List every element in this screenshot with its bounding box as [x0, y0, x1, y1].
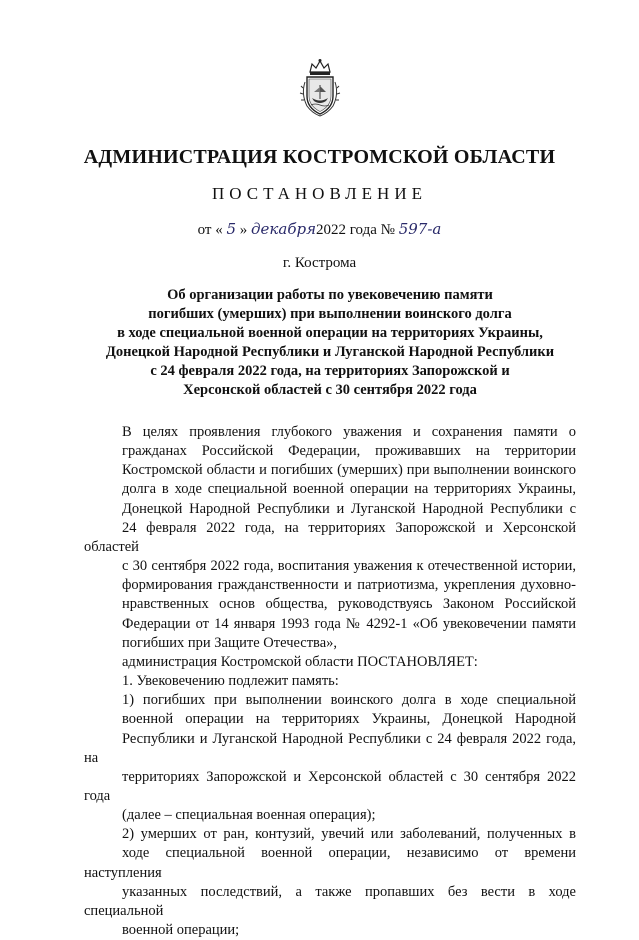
text-line: В целях проявления глубокого уважения и сохранения памяти о — [122, 424, 576, 440]
subject-line: в ходе специальной военной операции на территориях Украины, — [117, 325, 543, 341]
subject-line: с 24 февраля 2022 года, на территориях Запорожской и — [150, 363, 510, 379]
text-line: Донецкой Народной Республики и Луганской Народной Республики с — [122, 500, 576, 517]
text-line: гражданах Российской Федерации, проживавших на территории — [122, 443, 576, 460]
text-line: военной операции; — [122, 922, 240, 939]
paragraph-preamble — [84, 423, 576, 653]
text-line: погибших при Защите Отечества», — [122, 634, 338, 651]
date-mid: » — [239, 222, 248, 238]
date-month-handwritten: декабря — [251, 220, 317, 238]
text-line: 1) погибших при выполнении воинского долга в ходе специальной — [122, 692, 576, 709]
document-subject — [90, 286, 570, 400]
paragraph-resolves — [84, 653, 576, 672]
text-line: 24 февраля 2022 года, на территориях Запорожской и Херсонской областей — [84, 519, 576, 555]
date-year: 2022 года № — [316, 222, 395, 238]
text-line: с 30 сентября 2022 года, воспитания уважения к отечественной истории, — [122, 558, 576, 575]
text-line: военной операции на территориях Украины, Донецкой Народной — [122, 711, 576, 728]
date-prefix: от « — [197, 222, 223, 238]
date-line — [0, 220, 639, 239]
paragraph-item-1 — [84, 672, 576, 691]
text-line: нравственных основ общества, руководствуясь Законом Российской — [122, 596, 576, 613]
text-line: территориях Запорожской и Херсонской областей с 30 сентября 2022 года — [84, 768, 576, 804]
document-body — [84, 423, 576, 940]
text-line: Федерации от 14 января 1993 года № 4292-1 «Об увековечении памяти — [122, 615, 576, 632]
paragraph-subitem-2 — [84, 825, 576, 940]
subject-line: Донецкой Народной Республики и Луганской Народной Республики — [105, 344, 555, 360]
text-line: долга в ходе специальной военной операции на территориях Украины, — [122, 481, 576, 498]
subject-line: погибших (умерших) при выполнении воинского долга — [148, 306, 512, 322]
text-line: формирования гражданственности и патриотизма, укрепления духовно- — [122, 577, 576, 594]
text-line: 1. Увековечению подлежит память: — [122, 673, 339, 690]
text-line: (далее – специальная военная операция); — [122, 807, 376, 824]
subject-line: Херсонской областей с 30 сентября 2022 года — [183, 382, 477, 398]
coat-of-arms-icon — [298, 58, 342, 118]
document-type: ПОСТАНОВЛЕНИЕ — [211, 184, 427, 203]
text-line: 2) умерших от ран, контузий, увечий или заболеваний, полученных в — [122, 826, 576, 843]
text-line: Республики и Луганской Народной Республики с 24 февраля 2022 года, на — [84, 730, 576, 766]
document-number-handwritten: 597-а — [398, 220, 442, 238]
city: г. Кострома — [282, 255, 357, 271]
organization-title: АДМИНИСТРАЦИЯ КОСТРОМСКОЙ ОБЛАСТИ — [83, 146, 556, 168]
text-line: администрация Костромской области ПОСТАНОВЛЯЕТ: — [122, 653, 478, 670]
text-line: указанных последствий, а также пропавших без вести в ходе специальной — [84, 883, 576, 919]
text-line: Костромской области и погибших (умерших) при выполнении воинского — [122, 462, 576, 479]
subject-line: Об организации работы по увековечению памяти — [167, 287, 493, 303]
text-line: ходе специальной военной операции, независимо от времени наступления — [84, 845, 576, 881]
paragraph-subitem-1 — [84, 691, 576, 825]
date-day-handwritten: 5 — [226, 220, 237, 238]
